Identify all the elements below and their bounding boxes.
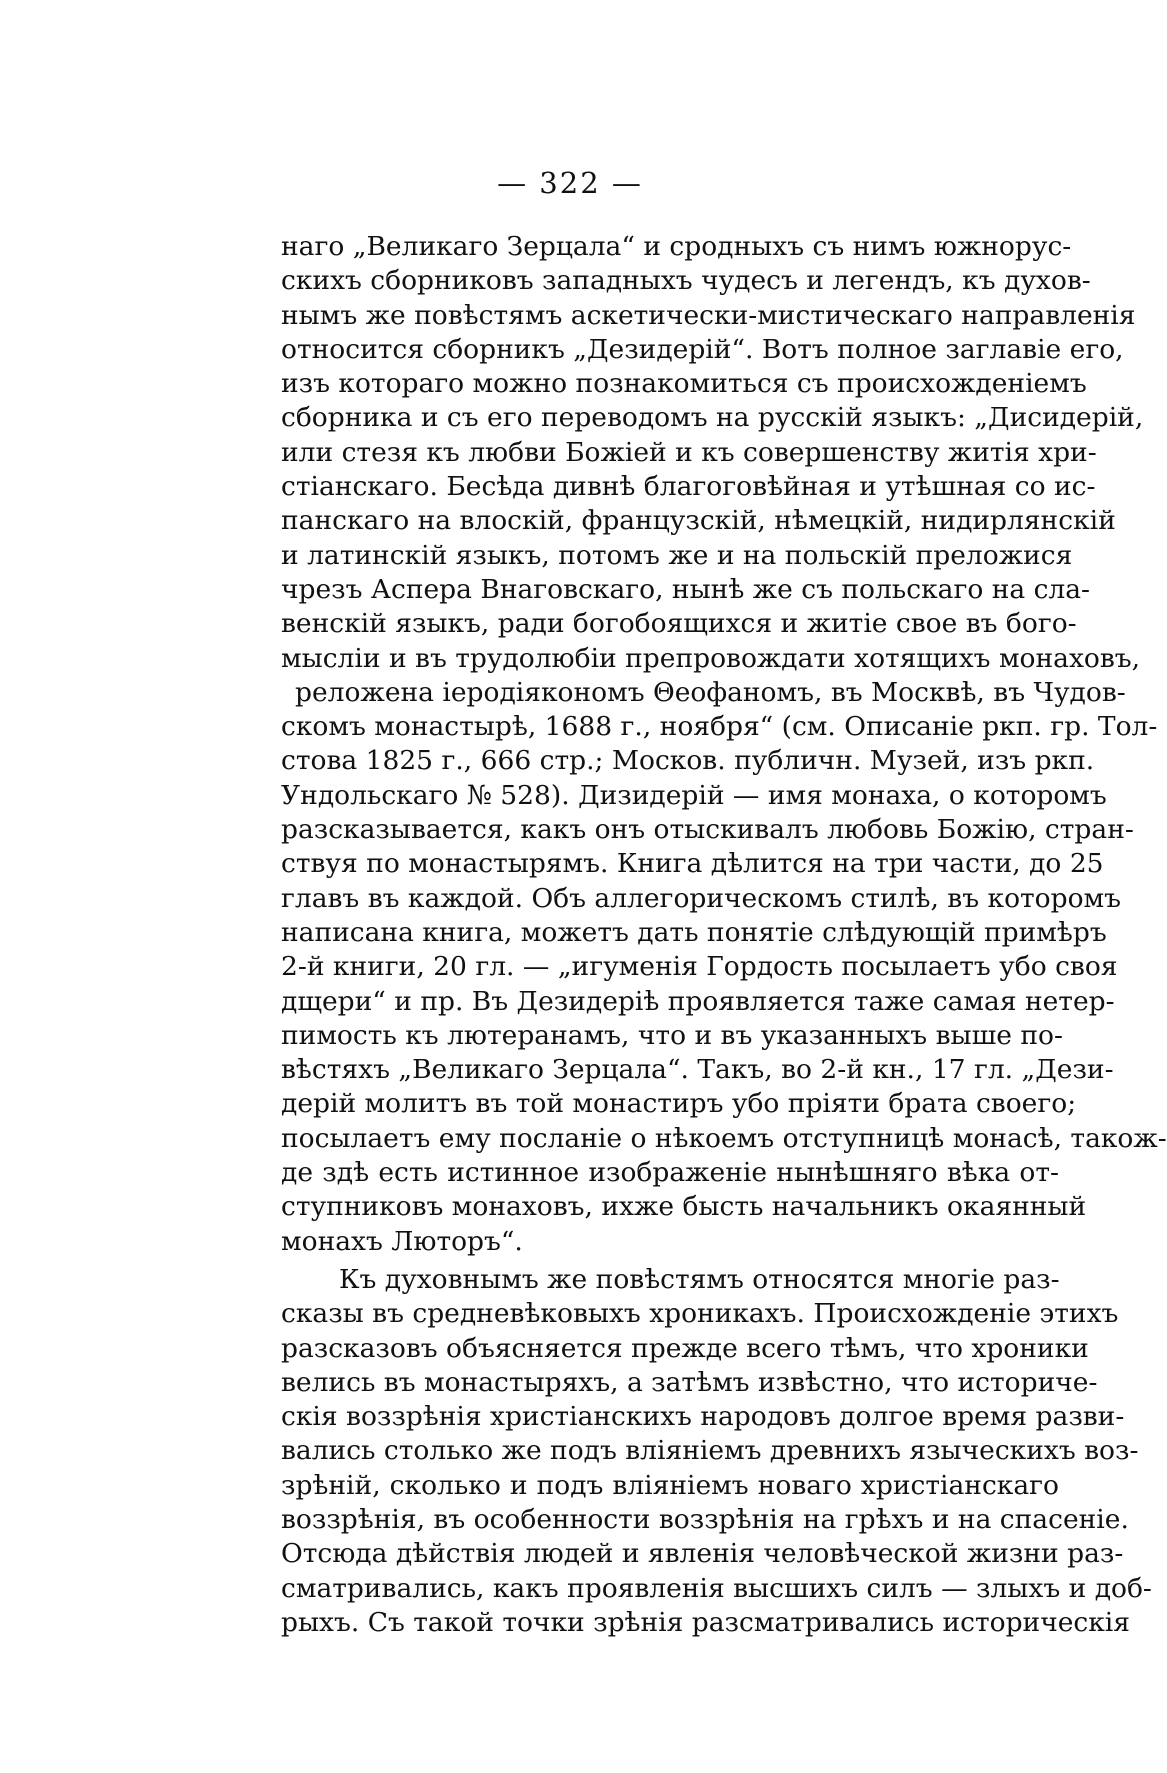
text-line: стіанскаго. Бесѣда дивнѣ благоговѣйная и утѣшная со ис- (281, 471, 1096, 503)
text-line: дерій молитъ въ той монастиръ убо пріяти брата своего; (281, 1088, 1077, 1120)
text-line: наго „Великаго Зерцала“ и сродныхъ съ нимъ южнорус- (281, 231, 1072, 262)
text-line: 2-й книги, 20 гл. — „игуменія Гордость посылаетъ убо своя (281, 951, 1118, 983)
text-line: чрезъ Аспера Внаговскаго, нынѣ же съ польскаго на сла- (281, 573, 1091, 605)
text-line: реложена іеродіякономъ Θеофаномъ, въ Москвѣ, въ Чудов- (295, 676, 1126, 708)
body-text (281, 230, 1167, 1640)
text-line: Къ духовнымъ же повѣстямъ относятся многіе раз- (339, 1263, 1060, 1295)
text-line: скихъ сборниковъ западныхъ чудесъ и легендъ, къ духов- (281, 265, 1091, 297)
text-line: сказы въ средневѣковыхъ хроникахъ. Происхожденіе этихъ (281, 1298, 1119, 1330)
text-line: монахъ Люторъ“. (281, 1225, 523, 1257)
text-line: написана книга, можетъ дать понятіе слѣдующій примѣръ (281, 916, 1107, 948)
text-line: ствуя по монастырямъ. Книга дѣлится на три части, до 25 (281, 848, 1104, 880)
text-line: посылаетъ ему посланіе о нѣкоемъ отступницѣ монасѣ, також- (281, 1122, 1167, 1154)
text-line: скомъ монастырѣ, 1688 г., ноября“ (см. Описаніе ркп. гр. Тол- (281, 711, 1158, 743)
page-number: — 322 — (497, 166, 643, 200)
paragraph-2 (281, 1263, 1152, 1640)
text-line: Отсюда дѣйствія людей и явленія человѣческой жизни раз- (281, 1538, 1124, 1570)
text-line: и латинскій языкъ, потомъ же и на польскій преложися (281, 539, 1073, 571)
text-line: воззрѣнія, въ особенности воззрѣнія на грѣхъ и на спасеніе. (281, 1503, 1129, 1535)
text-line: разсказывается, какъ онъ отыскивалъ любовь Божію, стран- (281, 814, 1134, 846)
text-line: пимость къ лютеранамъ, что и въ указанныхъ выше по- (281, 1019, 1063, 1051)
text-line: вались столько же подъ вліяніемъ древнихъ языческихъ воз- (281, 1435, 1139, 1467)
text-line: разсказовъ объясняется прежде всего тѣмъ, что хроники (281, 1332, 1089, 1364)
text-line: скія воззрѣнія христіанскихъ народовъ долгое время разви- (281, 1401, 1125, 1433)
text-line: ступниковъ монаховъ, ихже бысть начальникъ окаянный (281, 1191, 1087, 1223)
text-line: стова 1825 г., 666 стр.; Москов. публичн. Музей, изъ ркп. (281, 745, 1095, 777)
text-line: сборника и съ его переводомъ на русскій языкъ: „Дисидерій, (281, 402, 1144, 434)
text-line: де здѣ есть истинное изображеніе нынѣшняго вѣка от- (281, 1157, 1059, 1189)
text-line: сматривались, какъ проявленія высшихъ силъ — злыхъ и доб- (281, 1572, 1152, 1604)
text-line: относится сборникъ „Дезидерій“. Вотъ полное заглавіе его, (281, 333, 1124, 365)
text-line: вѣстяхъ „Великаго Зерцала“. Такъ, во 2-й кн., 17 гл. „Дези- (281, 1054, 1114, 1086)
text-line: дщери“ и пр. Въ Дезидеріѣ проявляется таже самая нетер- (281, 985, 1115, 1017)
text-line: зрѣній, сколько и подъ вліяніемъ новаго христіанскаго (281, 1469, 1059, 1501)
paragraph-1 (281, 230, 1167, 1259)
text-line: нымъ же повѣстямъ аскетически-мистическаго направленія (281, 299, 1136, 331)
text-line: Ундольскаго № 528). Дизидерій — имя монаха, о которомъ (281, 779, 1107, 811)
text-line: панскаго на влоскій, французскій, нѣмецкій, нидирлянскій (281, 505, 1116, 537)
text-line: или стезя къ любви Божіей и къ совершенству житія хри- (281, 436, 1097, 468)
text-line: рыхъ. Съ такой точки зрѣнія разсматривались историческія (281, 1606, 1130, 1638)
text-line: главъ въ каждой. Объ аллегорическомъ стилѣ, въ которомъ (281, 882, 1122, 914)
text-line: велись въ монастыряхъ, а затѣмъ извѣстно, что историче- (281, 1366, 1098, 1398)
text-line: изъ котораго можно познакомиться съ происхожденіемъ (281, 368, 1087, 400)
text-line: мысліи и въ трудолюбіи препровождати хотящихъ монаховъ, (281, 642, 1141, 674)
text-line: венскій языкъ, ради богобоящихся и житіе свое въ бого- (281, 608, 1077, 640)
